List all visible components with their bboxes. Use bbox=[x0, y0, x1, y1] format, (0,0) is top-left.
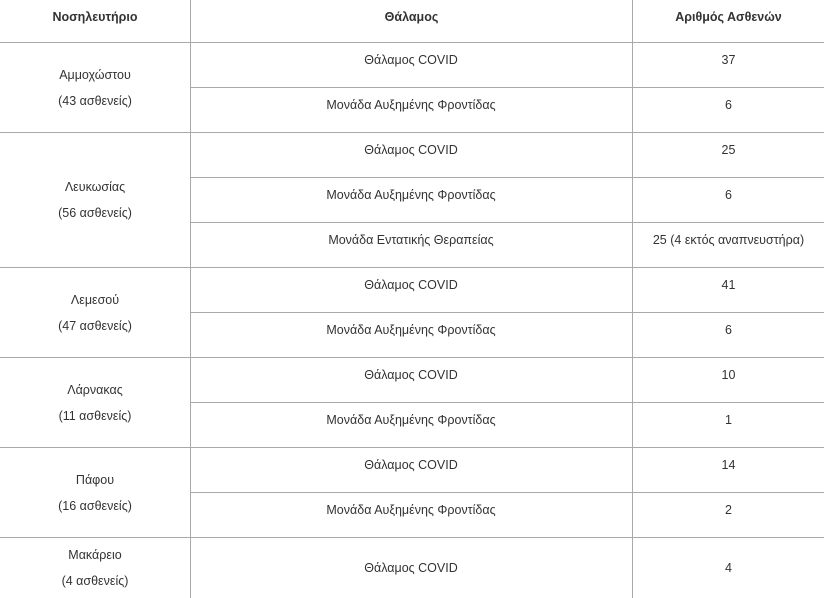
hospital-name: Μακάρειο bbox=[68, 548, 122, 562]
patient-count-cell: 6 bbox=[725, 188, 732, 202]
header-patient-count: Αριθμός Ασθενών bbox=[675, 10, 782, 24]
ward-cell: Μονάδα Αυξημένης Φροντίδας bbox=[326, 323, 496, 337]
patient-count-cell: 1 bbox=[725, 413, 732, 427]
hospital-cell bbox=[0, 538, 190, 598]
hospital-patient-total: (56 ασθενείς) bbox=[58, 206, 132, 220]
hospital-cell bbox=[0, 43, 190, 132]
row-divider bbox=[190, 492, 824, 493]
patient-count-cell: 14 bbox=[721, 458, 736, 472]
hospital-patient-total: (4 ασθενείς) bbox=[61, 574, 129, 588]
patient-count-cell: 25 (4 εκτός αναπνευστήρα) bbox=[652, 233, 805, 247]
hospital-patient-total: (47 ασθενείς) bbox=[58, 318, 132, 333]
header-ward: Θάλαμος bbox=[384, 10, 439, 24]
ward-cell: Μονάδα Αυξημένης Φροντίδας bbox=[326, 503, 496, 517]
ward-cell: Θάλαμος COVID bbox=[364, 278, 458, 292]
ward-cell: Μονάδα Αυξημένης Φροντίδας bbox=[326, 188, 496, 202]
hospital-name: Λάρνακας bbox=[67, 382, 123, 397]
ward-cell: Θάλαμος COVID bbox=[364, 368, 458, 382]
hospital-name: Αμμοχώστου bbox=[59, 67, 131, 82]
patient-count-cell: 25 bbox=[721, 143, 736, 157]
row-divider bbox=[190, 87, 824, 88]
row-divider bbox=[190, 312, 824, 313]
ward-cell: Θάλαμος COVID bbox=[364, 53, 458, 67]
patient-count-cell: 41 bbox=[721, 278, 736, 292]
hospital-cell bbox=[0, 358, 190, 447]
patient-count-cell: 2 bbox=[725, 503, 732, 517]
hospital-cell bbox=[0, 133, 190, 267]
hospital-cell bbox=[0, 268, 190, 357]
patient-count-cell: 4 bbox=[725, 561, 732, 575]
header-hospital: Νοσηλευτήριο bbox=[52, 10, 138, 24]
patient-count-cell: 10 bbox=[721, 368, 736, 382]
hospital-name: Πάφου bbox=[75, 472, 115, 487]
hospital-patient-total: (16 ασθενείς) bbox=[58, 498, 132, 513]
ward-cell: Μονάδα Αυξημένης Φροντίδας bbox=[326, 413, 496, 427]
row-divider bbox=[190, 177, 824, 178]
row-divider bbox=[190, 402, 824, 403]
ward-cell: Θάλαμος COVID bbox=[364, 561, 458, 575]
ward-cell: Μονάδα Εντατικής Θεραπείας bbox=[328, 233, 494, 247]
ward-cell: Μονάδα Αυξημένης Φροντίδας bbox=[326, 98, 496, 112]
hospital-patient-total: (11 ασθενείς) bbox=[58, 408, 132, 423]
hospital-name: Λευκωσίας bbox=[64, 180, 126, 194]
hospital-cell bbox=[0, 448, 190, 537]
ward-cell: Θάλαμος COVID bbox=[364, 458, 458, 472]
patient-count-cell: 6 bbox=[725, 98, 732, 112]
patient-count-cell: 37 bbox=[721, 53, 736, 67]
hospital-name: Λεμεσού bbox=[70, 292, 120, 307]
patient-count-cell: 6 bbox=[725, 323, 732, 337]
ward-cell: Θάλαμος COVID bbox=[364, 143, 458, 157]
row-divider bbox=[190, 222, 824, 223]
hospital-patient-total: (43 ασθενείς) bbox=[58, 93, 132, 108]
